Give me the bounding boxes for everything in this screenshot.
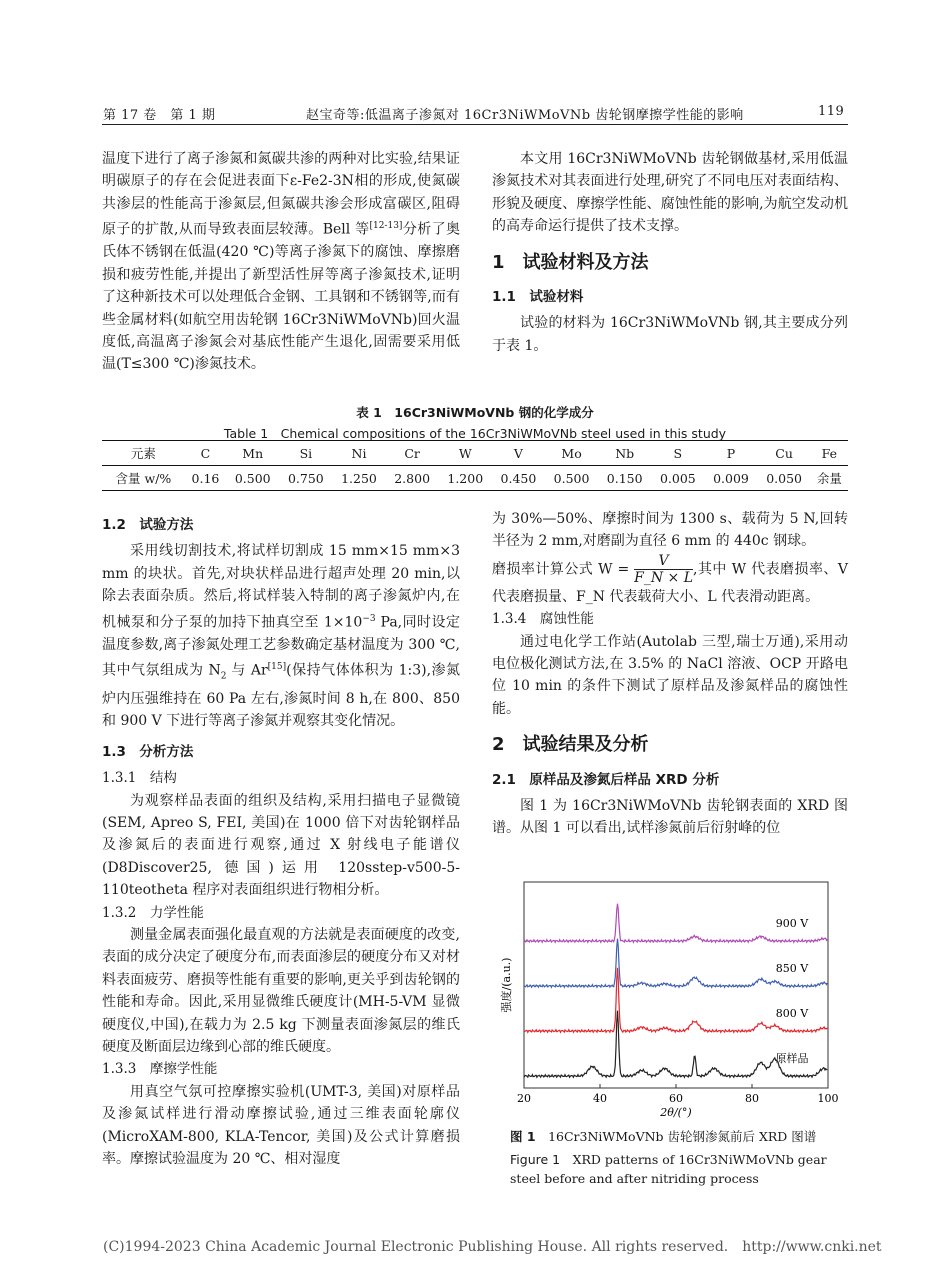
left-column-bottom: [102, 508, 460, 1170]
subsubsection-heading: 1.3.4 腐蚀性能: [492, 611, 594, 628]
paragraph: 温度下进行了离子渗氮和氮碳共渗的两种对比实验,结果证明碳原子的存在会促进表面下ε-Fe2-3N相的形成,使氮碳共渗层的性能高于渗氮层,但氮碳共渗会形成富碳区,阻碍原子的扩散,从而导致表面层较薄。Bell 等[12-13]分析了奥氏体不锈钢在低温(420 ℃)等离子渗氮下的腐蚀、摩擦磨损和疲劳性能,并提出了新型活性屏等离子渗氮技术,证明了这种新技术可以处理低合金钢、工具钢和不锈钢等,而有些金属材料(如航空用齿轮钢 16Cr3NiWMoVNb)回火温度低,高温离子渗氮会对基底性能产生退化,固需要采用低温(T≤300 ℃)渗氮技术。: [102, 151, 460, 373]
paragraph: 测量金属表面强化最直观的方法就是表面硬度的改变,表面的成分决定了硬度分布,而表面渗层的硬度分布又对材料表面疲劳、磨损等性能有重要的影响,更关乎到齿轮钢的性能和寿命。因此,采用显微维氏硬度计(MH-5-VM 显微硬度仪,中国),在载力为 2.5 kg 下测量表面渗氮层的维氏硬度及断面层边缘到心部的维氏硬度。: [102, 927, 460, 1056]
paragraph: 采用线切割技术,将试样切割成 15 mm×15 mm×3 mm 的块状。首先,对块状样品进行超声处理 20 min,以除去表面杂质。然后,将试样装入特制的离子渗氮炉内,在机械泵和分子泵的加持下抽真空至 $1\times 10^{-3}$ Pa,同时设定温度参数,离子渗氮处理工艺参数确定基材温度为 300 ℃,其中气氛组成为 $N_2$ 与 Ar[15](保持气体体积为 1:3),渗氮炉内压强维持在 60 Pa 左右,渗氮时间 8 h,在 800、850 和 900 V 下进行等离子渗氮并观察其变化情况。: [102, 543, 461, 730]
paragraph: 为观察样品表面的组织及结构,采用扫描电子显微镜(SEM, Apreo S, FEI, 美国)在 1000 倍下对齿轮钢样品及渗氮后的表面进行观察,通过 X 射线电子能谱仪(D8Discover25, 德国)运用 120sstep-v500-5-110teotheta 程序对表面组织进行物相分析。: [102, 792, 460, 899]
subsection-heading: 1.3 分析方法: [102, 743, 194, 760]
page-number: 119: [818, 104, 845, 119]
xrd-chart: [492, 872, 848, 1122]
x-tick-label: 100: [817, 1092, 839, 1105]
section-heading: 2 试验结果及分析: [492, 734, 649, 756]
table-header-cell: Fe: [811, 441, 848, 466]
header-title: 赵宝奇等:低温离子渗氮对 16Cr3NiWMoVNb 齿轮钢摩擦学性能的影响: [306, 108, 744, 123]
formula-paragraph: 磨损率计算公式 W = $\frac{V}{F\_N \times L}$ ,其中 W 代表磨损率、V 代表磨损量、F_N 代表载荷大小、L 代表滑动距离。: [492, 552, 848, 605]
x-tick-label: 80: [745, 1092, 759, 1105]
table-cell: 0.005: [651, 466, 704, 491]
paragraph: 用真空气氛可控摩擦实验机(UMT-3, 美国)对原样品及渗氮试样进行滑动摩擦试验,通过三维表面轮廓仪(MicroXAM-800, KLA-Tencor, 美国)及公式计算磨损率。摩擦试验温度为 20 ℃、相对湿度: [102, 1083, 460, 1168]
table-cell: 0.150: [598, 466, 651, 491]
table-cell: 0.500: [545, 466, 598, 491]
copyright-footer: (C)1994-2023 China Academic Journal Electronic Publishing House. All rights reserved. http://www.cnki.net: [103, 1239, 882, 1255]
series-line: [524, 968, 827, 1033]
figure-caption-cn: 图 1 16Cr3NiWMoVNb 齿轮钢渗氮前后 XRD 图谱: [510, 1129, 817, 1144]
section-heading: 1 试验材料及方法: [492, 251, 649, 273]
series-line: [524, 1011, 827, 1078]
table-header-cell: V: [492, 441, 545, 466]
paragraph: 图 1 为 16Cr3NiWMoVNb 齿轮钢表面的 XRD 图谱。从图 1 可以看出,试样渗氮前后衍射峰的位: [492, 798, 848, 837]
table-cell: 1.250: [332, 466, 385, 491]
table-header-cell: P: [704, 441, 757, 466]
right-column-top: [492, 148, 848, 357]
table-row: [102, 466, 848, 491]
subsubsection-heading: 1.3.1 结构: [102, 770, 177, 787]
left-column-top: [102, 148, 460, 376]
table-cell: 余量: [811, 466, 848, 491]
paragraph: 通过电化学工作站(Autolab 三型,瑞士万通),采用动电位极化测试方法,在 3.5% 的 NaCl 溶液、OCP 开路电位 10 min 的条件下测试了原样品及渗氮样品的腐蚀性能。: [492, 633, 848, 717]
table-cell: 1.200: [439, 466, 492, 491]
table-cell: 0.16: [185, 466, 226, 491]
paragraph: 试验的材料为 16Cr3NiWMoVNb 钢,其主要成分列于表 1。: [492, 315, 848, 354]
table-header-cell: Cu: [758, 441, 811, 466]
x-axis-label: 2θ/(°): [660, 1106, 692, 1119]
paragraph: 本文用 16Cr3NiWMoVNb 齿轮钢做基材,采用低温渗氮技术对其表面进行处理,研究了不同电压对表面结构、形貌及硬度、摩擦学性能、腐蚀性能的影响,为航空发动机的高寿命运行提供了技术支撑。: [492, 151, 848, 235]
subsection-heading: 1.1 试验材料: [492, 289, 584, 306]
header-volume: 第 17 卷 第 1 期: [103, 108, 216, 123]
figure-caption-en: Figure 1 XRD patterns of 16Cr3NiWMoVNb gear steel before and after nitriding process: [510, 1152, 827, 1186]
header-rule: [102, 124, 848, 125]
table-cell: 2.800: [386, 466, 439, 491]
x-tick-label: 40: [593, 1092, 607, 1105]
table-header-cell: Mo: [545, 441, 598, 466]
table-cell: 0.050: [758, 466, 811, 491]
table-header-cell: Mn: [226, 441, 279, 466]
table-header-cell: Ni: [332, 441, 385, 466]
table-header-cell: Si: [279, 441, 332, 466]
subsection-heading: 1.2 试验方法: [102, 517, 194, 533]
table-header-cell: W: [439, 441, 492, 466]
subsection-heading: 2.1 原样品及渗氮后样品 XRD 分析: [492, 771, 720, 788]
table-header-cell: 元素: [102, 441, 185, 466]
x-tick-label: 20: [517, 1092, 531, 1105]
table-header-cell: S: [651, 441, 704, 466]
table-header-cell: C: [185, 441, 226, 466]
table-cell: 0.450: [492, 466, 545, 491]
table-header-row: [102, 441, 848, 466]
table-cell: 0.750: [279, 466, 332, 491]
series-label: 900 V: [775, 917, 809, 930]
y-axis-label: 强度/(a.u.): [500, 957, 513, 1013]
chemical-composition-table: [102, 440, 848, 491]
table-caption-en: Table 1 Chemical compositions of the 16Cr3NiWMoVNb steel used in this study: [223, 426, 727, 441]
table-caption-cn: 表 1 16Cr3NiWMoVNb 钢的化学成分: [356, 405, 594, 420]
table-cell: 含量 w/%: [102, 466, 185, 491]
series-label: 850 V: [775, 962, 809, 975]
series-label: 800 V: [775, 1007, 809, 1020]
table-header-cell: Cr: [386, 441, 439, 466]
subsubsection-heading: 1.3.3 摩擦学性能: [102, 1061, 218, 1078]
x-tick-label: 60: [669, 1092, 683, 1105]
table-cell: 0.009: [704, 466, 757, 491]
subsubsection-heading: 1.3.2 力学性能: [102, 904, 204, 921]
paragraph: 为 30%—50%、摩擦时间为 1300 s、载荷为 5 N,回转半径为 2 mm,对磨副为直径 6 mm 的 440c 钢球。: [492, 511, 848, 550]
table-cell: 0.500: [226, 466, 279, 491]
table-header-cell: Nb: [598, 441, 651, 466]
right-column-bottom: [492, 508, 848, 840]
formula-fraction: $\frac{V}{F\_N \times L}$: [634, 552, 694, 586]
series-label: 原样品: [775, 1052, 809, 1065]
